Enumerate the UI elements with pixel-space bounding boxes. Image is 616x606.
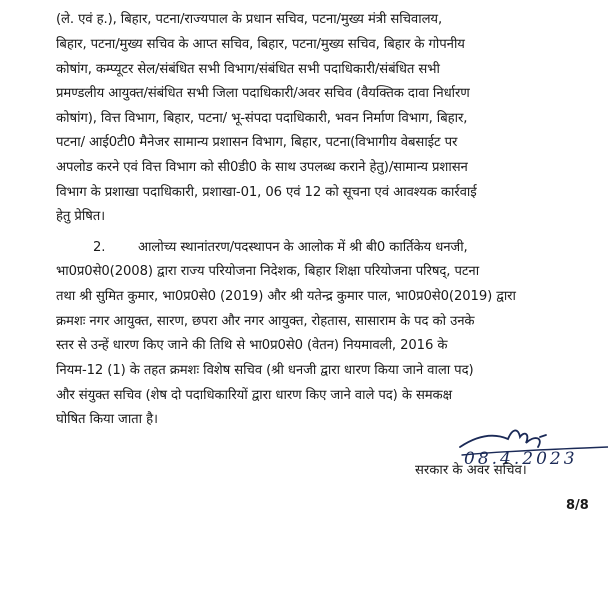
signatory-designation: सरकार के अवर सचिव। [415, 463, 527, 478]
paragraph-line: कोषांग, कम्प्यूटर सेल/संबंधित सभी विभाग/संबंधित सभी पदाधिकारी/संबंधित सभी [56, 62, 440, 77]
page-number: 8/8 [566, 498, 589, 513]
paragraph-line: पटना/ आई0टी0 मैनेजर सामान्य प्रशासन विभाग, बिहार, पटना(विभागीय वेबसाईट पर [56, 135, 458, 150]
paragraph-line: नियम-12 (1) के तहत क्रमशः विशेष सचिव (श्री धनजी द्वारा धारण किया जाने वाला पद) [56, 363, 474, 378]
paragraph-line: आलोच्य स्थानांतरण/पदस्थापन के आलोक में श्री बी0 कार्तिकेय धनजी, [138, 240, 468, 255]
paragraph-line: (ले. एवं ह.), बिहार, पटना/राज्यपाल के प्रधान सचिव, पटना/मुख्य मंत्री सचिवालय, [56, 12, 443, 27]
signature-date: 08.4.2023 [464, 449, 578, 469]
paragraph-number: 2. [93, 240, 106, 255]
paragraph-line: हेतु प्रेषित। [56, 209, 106, 224]
paragraph-line: घोषित किया जाता है। [56, 412, 158, 427]
paragraph-line: तथा श्री सुमित कुमार, भा0प्र0से0 (2019) और श्री यतेन्द्र कुमार पाल, भा0प्र0से0(2019) द्वारा [56, 289, 516, 304]
paragraph-line: बिहार, पटना/मुख्य सचिव के आप्त सचिव, बिहार, पटना/मुख्य सचिव, बिहार के गोपनीय [56, 37, 465, 52]
paragraph-line: कोषांग), वित्त विभाग, बिहार, पटना/ भू-संपदा पदाधिकारी, भवन निर्माण विभाग, बिहार, [56, 111, 468, 126]
paragraph-line: प्रमण्डलीय आयुक्त/संबंधित सभी जिला पदाधिकारी/अवर सचिव (वैयक्तिक दावा निर्धारण [56, 86, 470, 101]
paragraph-line: क्रमशः नगर आयुक्त, सारण, छपरा और नगर आयुक्त, रोहतास, सासाराम के पद को उनके [56, 314, 475, 329]
paragraph-line: अपलोड करने एवं वित्त विभाग को सी0डी0 के साथ उपलब्ध कराने हेतु)/सामान्य प्रशासन [56, 160, 468, 175]
paragraph-line: भा0प्र0से0(2008) द्वारा राज्य परियोजना निदेशक, बिहार शिक्षा परियोजना परिषद्, पटना [56, 264, 480, 279]
paragraph-line: स्तर से उन्हें धारण किए जाने की तिथि से भा0प्र0से0 (वेतन) नियमावली, 2016 के [56, 338, 448, 353]
paragraph-line: और संयुक्त सचिव (शेष दो पदाधिकारियों द्वारा धारण किए जाने वाले पद) के समकक्ष [56, 388, 452, 403]
paragraph-line: विभाग के प्रशाखा पदाधिकारी, प्रशाखा-01, 06 एवं 12 को सूचना एवं आवश्यक कार्रवाई [56, 185, 477, 200]
